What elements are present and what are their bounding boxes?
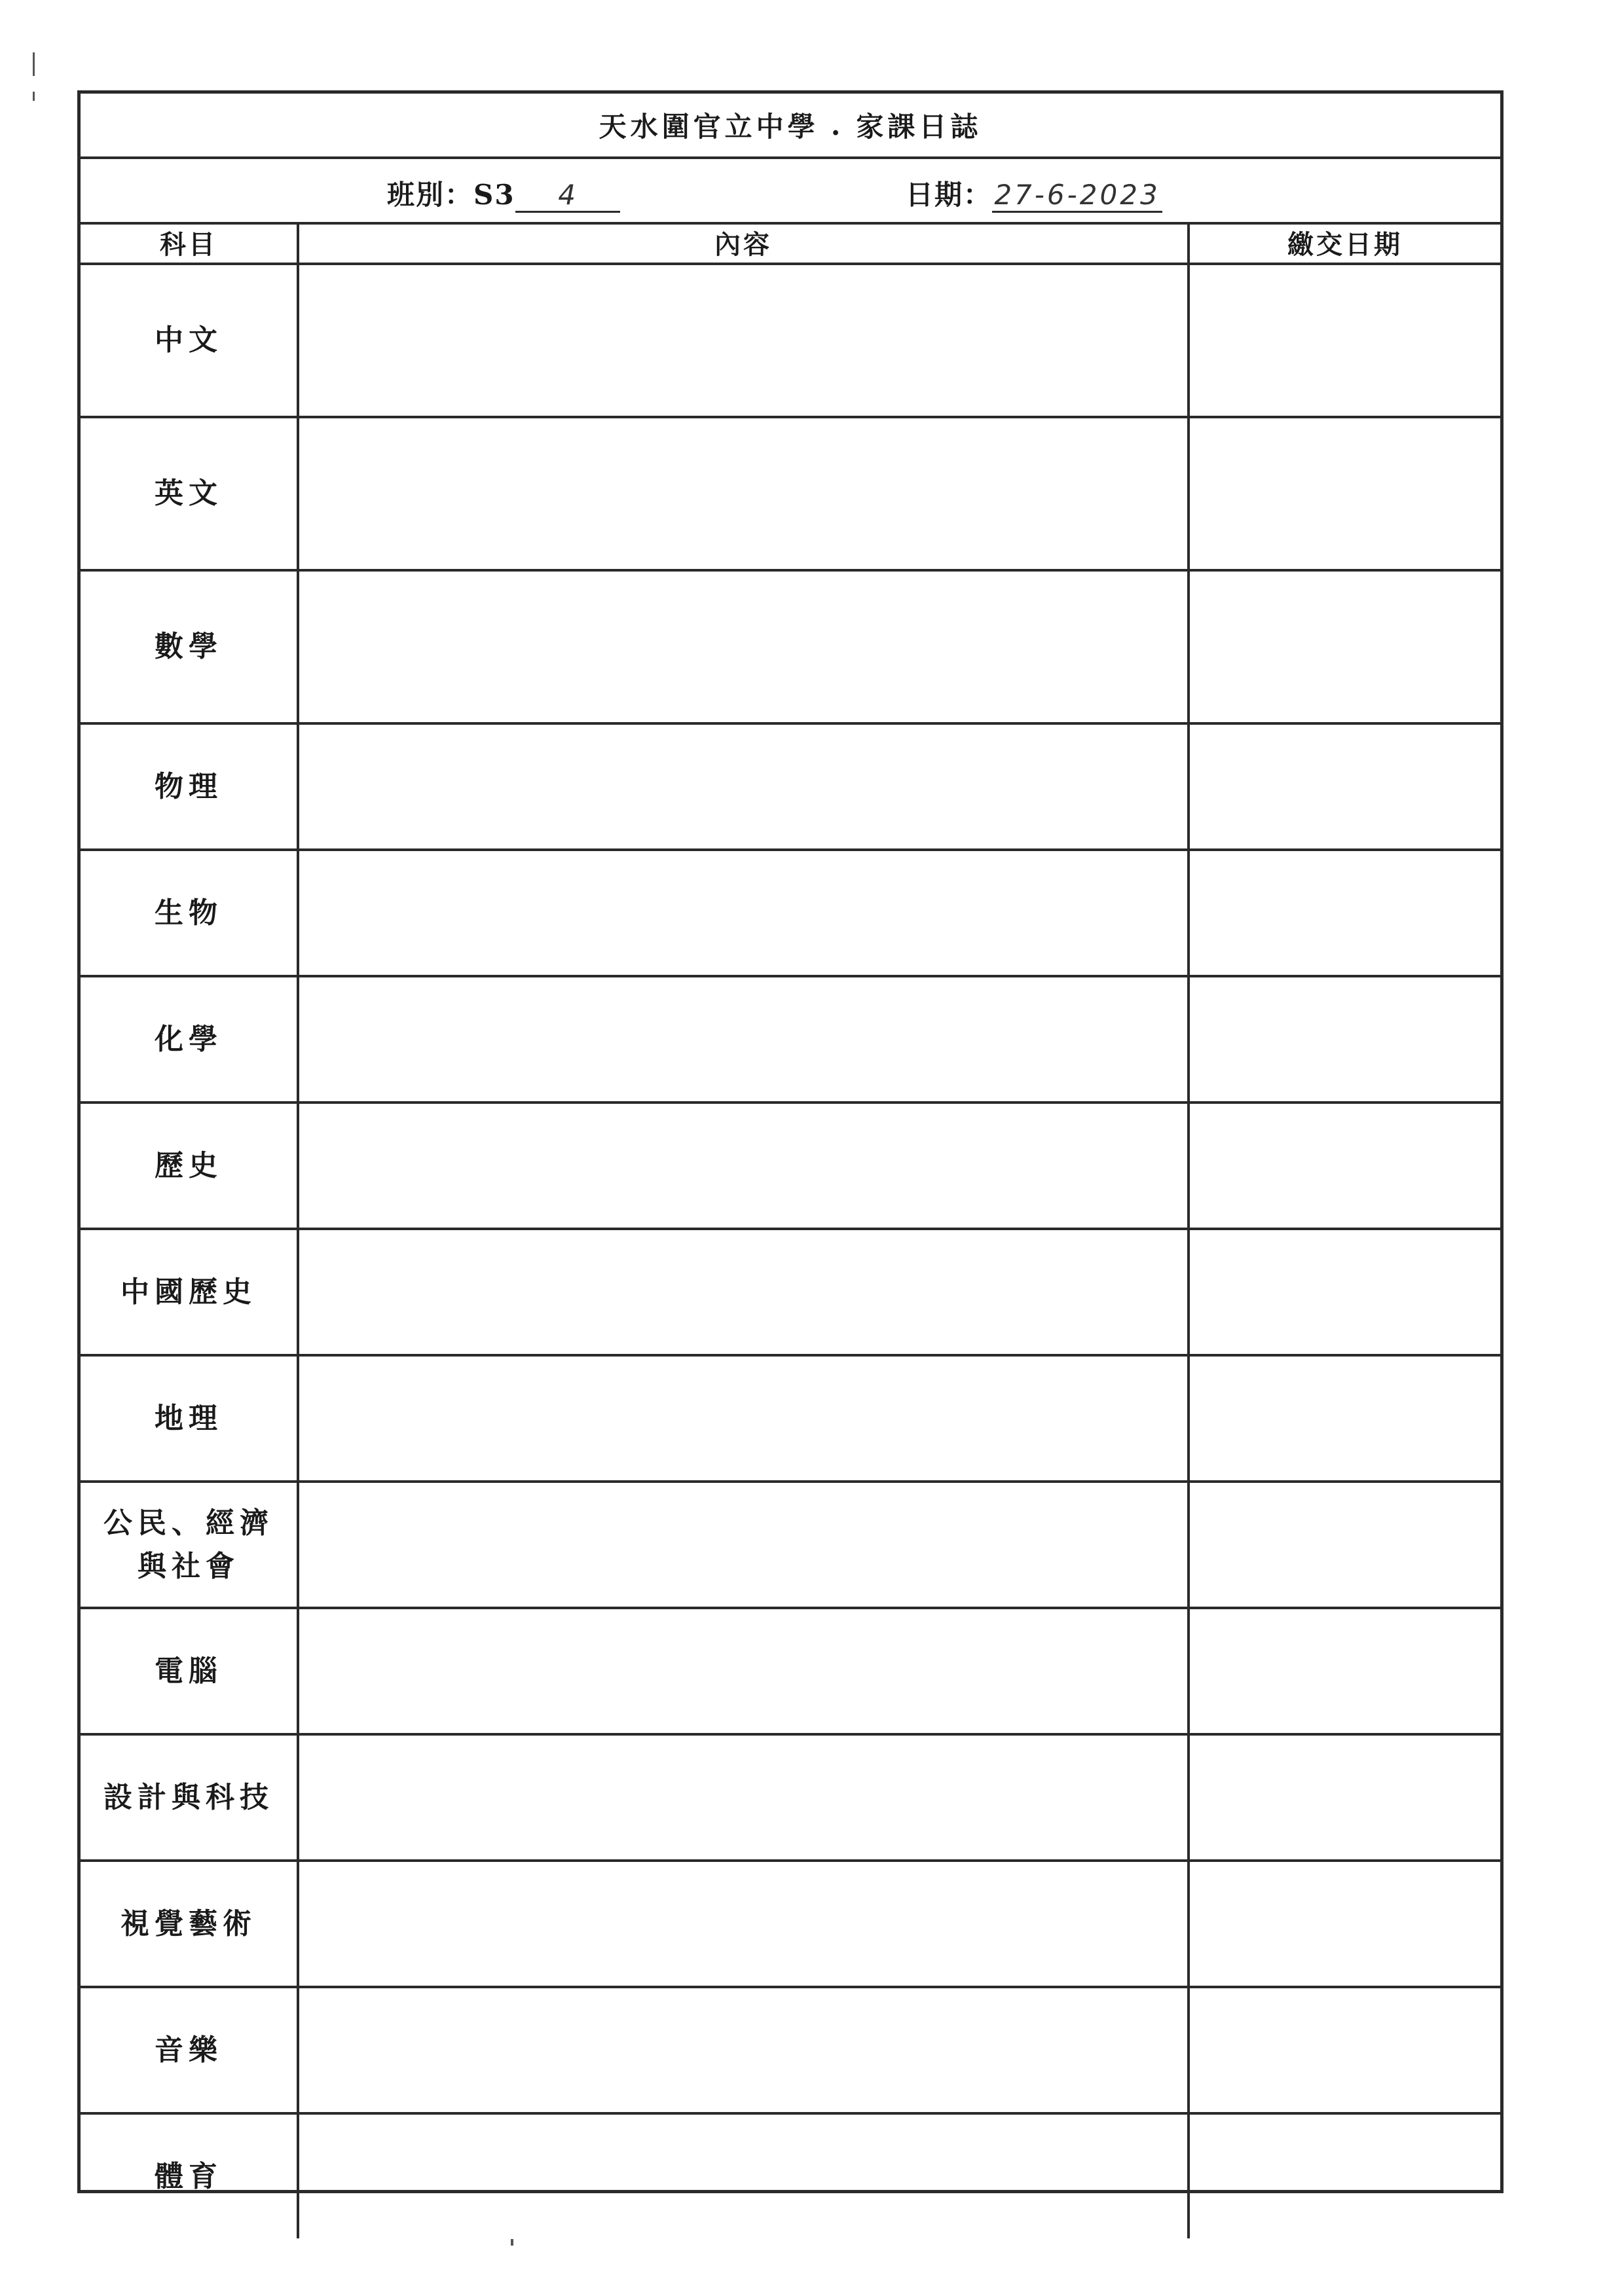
subject-cell: [81, 570, 298, 723]
class-field: [387, 173, 620, 213]
table-row: [81, 850, 1500, 976]
subject-label: 英文: [155, 477, 223, 510]
due-date-cell[interactable]: [1189, 1102, 1500, 1229]
table-row: [81, 1861, 1500, 1987]
due-date-cell[interactable]: [1189, 570, 1500, 723]
class-value: 4: [515, 179, 620, 213]
class-label: 班別：S3: [387, 179, 515, 211]
subject-label: 視覺藝術: [120, 1906, 257, 1941]
subject-cell: [81, 1102, 298, 1229]
subject-label: 體育: [155, 2159, 223, 2193]
due-date-cell[interactable]: [1189, 1355, 1500, 1482]
due-date-cell[interactable]: [1189, 1482, 1500, 1608]
table-row: [81, 1734, 1500, 1861]
subject-cell: [81, 1482, 298, 1608]
subject-label: 音樂: [155, 2033, 223, 2067]
subject-cell: [81, 264, 298, 417]
due-date-cell[interactable]: [1189, 723, 1500, 850]
subject-label: 歷史: [155, 1148, 223, 1182]
scan-mark: [511, 2239, 513, 2246]
subject-label: 生物: [155, 896, 223, 930]
scan-mark: [33, 52, 35, 76]
subject-label: 中國歷史: [120, 1275, 257, 1309]
subject-label: 中文: [155, 323, 223, 357]
subject-cell: [81, 2113, 298, 2238]
due-date-cell[interactable]: [1189, 417, 1500, 570]
column-header-due-date: 繳交日期: [1189, 222, 1500, 264]
subject-cell: [81, 1734, 298, 1861]
table-row: [81, 1355, 1500, 1482]
school-name: 天水圍官立中學: [599, 111, 819, 143]
table-row: [81, 1608, 1500, 1734]
subject-label: 設計與科技: [103, 1780, 274, 1814]
subject-cell: [81, 850, 298, 976]
date-label: 日期：: [906, 179, 993, 211]
content-cell[interactable]: [298, 1482, 1189, 1608]
info-row: [81, 156, 1500, 225]
due-date-cell[interactable]: [1189, 1861, 1500, 1987]
table-row: [81, 976, 1500, 1102]
subject-cell: [81, 417, 298, 570]
due-date-cell[interactable]: [1189, 2113, 1500, 2238]
due-date-cell[interactable]: [1189, 264, 1500, 417]
table-row: [81, 264, 1500, 417]
table-row: [81, 570, 1500, 723]
content-cell[interactable]: [298, 264, 1189, 417]
content-cell[interactable]: [298, 976, 1189, 1102]
content-cell[interactable]: [298, 1608, 1189, 1734]
subject-cell: [81, 1861, 298, 1987]
content-cell[interactable]: [298, 1229, 1189, 1355]
due-date-cell[interactable]: [1189, 850, 1500, 976]
due-date-cell[interactable]: [1189, 1608, 1500, 1734]
document-title: 家課日誌: [856, 111, 982, 143]
content-cell[interactable]: [298, 723, 1189, 850]
subject-label: 公民、經濟: [103, 1506, 274, 1540]
subject-cell: [81, 1608, 298, 1734]
scan-mark: [33, 92, 35, 101]
due-date-cell[interactable]: [1189, 976, 1500, 1102]
subject-label: 電腦: [155, 1654, 223, 1688]
content-cell[interactable]: [298, 1102, 1189, 1229]
homework-diary-sheet: [77, 90, 1504, 2193]
content-cell[interactable]: [298, 1734, 1189, 1861]
title-row: [81, 94, 1500, 159]
homework-table: [81, 222, 1500, 2238]
content-cell[interactable]: [298, 417, 1189, 570]
subject-label: 地理: [155, 1401, 223, 1435]
date-field: [906, 173, 1162, 213]
subject-label-line2: 與社會: [138, 1549, 240, 1583]
content-cell[interactable]: [298, 1987, 1189, 2113]
table-row: [81, 2113, 1500, 2238]
table-row: [81, 1987, 1500, 2113]
subject-cell: [81, 976, 298, 1102]
subject-cell: [81, 1229, 298, 1355]
due-date-cell[interactable]: [1189, 1734, 1500, 1861]
content-cell[interactable]: [298, 1355, 1189, 1482]
table-row: [81, 1102, 1500, 1229]
table-row: [81, 417, 1500, 570]
due-date-cell[interactable]: [1189, 1229, 1500, 1355]
subject-cell: [81, 723, 298, 850]
due-date-cell[interactable]: [1189, 1987, 1500, 2113]
table-header-row: [81, 222, 1500, 264]
date-value: 27-6-2023: [992, 179, 1162, 213]
content-cell[interactable]: [298, 570, 1189, 723]
title-separator: .: [830, 109, 845, 141]
table-row: [81, 723, 1500, 850]
subject-label: 數學: [155, 630, 223, 663]
content-cell[interactable]: [298, 850, 1189, 976]
table-row: [81, 1229, 1500, 1355]
subject-cell: [81, 1987, 298, 2113]
table-row: [81, 1482, 1500, 1608]
column-header-content: 內容: [298, 222, 1189, 264]
content-cell[interactable]: [298, 2113, 1189, 2238]
subject-label: 化學: [155, 1022, 223, 1056]
column-header-subject: 科目: [81, 222, 298, 264]
subject-cell: [81, 1355, 298, 1482]
content-cell[interactable]: [298, 1861, 1189, 1987]
subject-label: 物理: [155, 769, 223, 803]
